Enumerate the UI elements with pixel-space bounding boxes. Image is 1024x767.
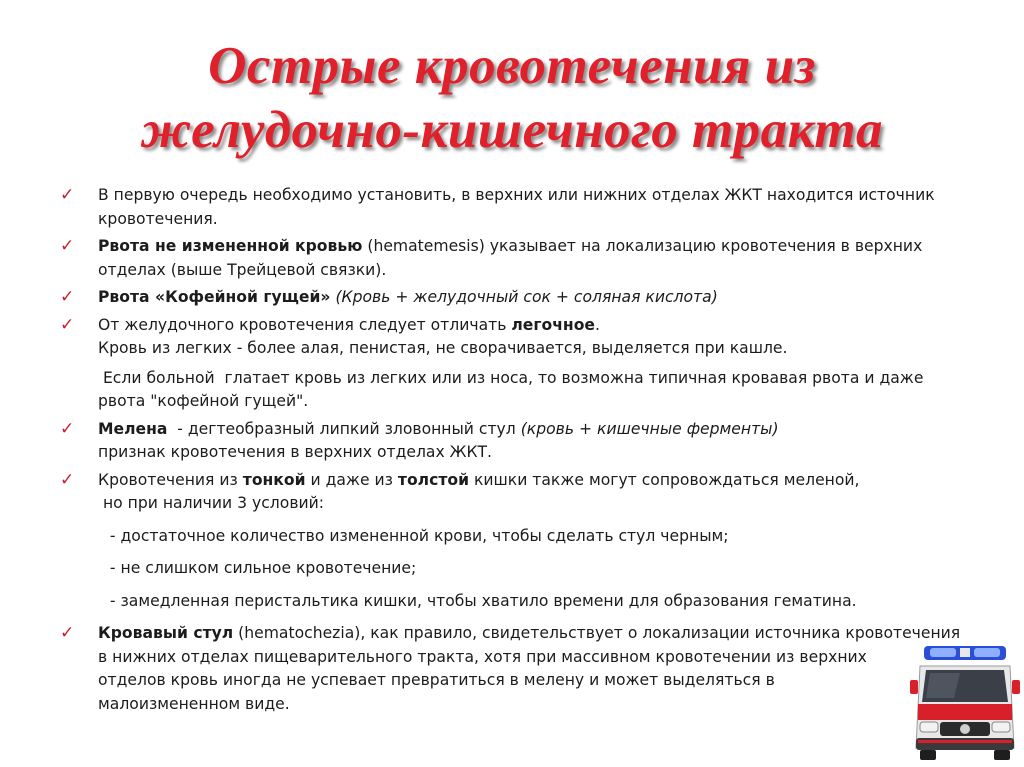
- text-line: [98, 469, 965, 493]
- bullet-item: [60, 469, 965, 614]
- bullet-item: [60, 418, 965, 465]
- text-line: Если больной глатает кровь из легких или из носа, то возможна типичная кровавая рвота и даже: [98, 368, 924, 387]
- bold-term: толстой: [397, 470, 469, 489]
- text-line: [98, 314, 965, 338]
- title-line-2: желудочно-кишечного тракта: [140, 101, 884, 159]
- bullet-item: [60, 184, 965, 231]
- text-line: [98, 418, 965, 442]
- checkmark-icon: ✓: [60, 236, 75, 256]
- text-run: (hematemesis) указывает на локализацию кровотечения в верхних: [362, 237, 923, 255]
- checkmark-icon: ✓: [60, 287, 75, 307]
- italic-note: (кровь + кишечные ферменты): [520, 419, 779, 438]
- text-line: рвота "кофейной гущей".: [98, 392, 309, 410]
- text-line: [98, 235, 965, 259]
- condition-line: - замедленная перистальтика кишки, чтобы хватило времени для образования гематина.: [100, 591, 857, 610]
- condition-line: - достаточное количество измененной крови, чтобы сделать стул черным;: [100, 526, 729, 545]
- bullet-item: [60, 622, 965, 716]
- checkmark-icon: ✓: [60, 418, 75, 439]
- text-line: отделов кровь иногда не успевает превратиться в мелену и может выделяться в: [98, 671, 775, 689]
- text-run: (hematochezia), как правило, свидетельствует о локализации источника кровотечения: [233, 624, 961, 642]
- text-line: малоизмененном виде.: [98, 694, 290, 713]
- text-run: и даже из: [305, 470, 398, 489]
- bold-term: легочное: [511, 315, 595, 334]
- text-run: кишки также могут сопровождаться меленой,: [469, 470, 860, 489]
- text-line: Кровь из легких - более алая, пенистая, не сворачивается, выделяется при кашле.: [98, 339, 788, 357]
- text-line: [98, 286, 965, 310]
- text-line: В первую очередь необходимо установить, в верхних или нижних отделах ЖКТ находится источник: [98, 186, 935, 204]
- checkmark-icon: ✓: [60, 314, 75, 335]
- checkmark-icon: ✓: [60, 469, 75, 490]
- text-line: но при наличии 3 условий:: [98, 494, 325, 512]
- checkmark-icon: ✓: [60, 185, 75, 205]
- bold-term: Мелена: [98, 419, 168, 438]
- italic-note: (Кровь + желудочный сок + соляная кислота): [330, 288, 718, 306]
- checkmark-icon: ✓: [60, 623, 75, 643]
- slide-title: [0, 34, 1024, 162]
- text-line: отделах (выше Трейцевой связки).: [98, 260, 387, 279]
- bullet-item: [60, 314, 965, 414]
- bold-term: Рвота не измененной кровью: [98, 237, 363, 255]
- condition-line: - не слишком сильное кровотечение;: [100, 559, 417, 577]
- text-line: кровотечения.: [98, 209, 218, 228]
- bullet-item: [60, 286, 965, 310]
- text-run: Кровотечения из: [98, 470, 243, 489]
- text-line: [98, 622, 965, 646]
- text-run: - дегтеобразный липкий зловонный стул: [167, 419, 521, 438]
- ambulance-icon: [910, 640, 1020, 762]
- bold-term: Кровавый стул: [98, 624, 234, 642]
- bold-term: Рвота «Кофейной гущей»: [98, 288, 331, 306]
- bold-term: тонкой: [242, 470, 306, 489]
- bullet-item: [60, 235, 965, 282]
- title-line-1: Острые кровотечения из: [208, 37, 816, 95]
- bullet-list: [60, 184, 965, 720]
- text-line: в нижних отделах пищеварительного тракта, хотя при массивном кровотечении из верхних: [98, 647, 867, 666]
- text-run: .: [595, 315, 600, 334]
- text-run: От желудочного кровотечения следует отличать: [98, 315, 512, 334]
- text-line: признак кровотечения в верхних отделах ЖКТ.: [98, 443, 493, 461]
